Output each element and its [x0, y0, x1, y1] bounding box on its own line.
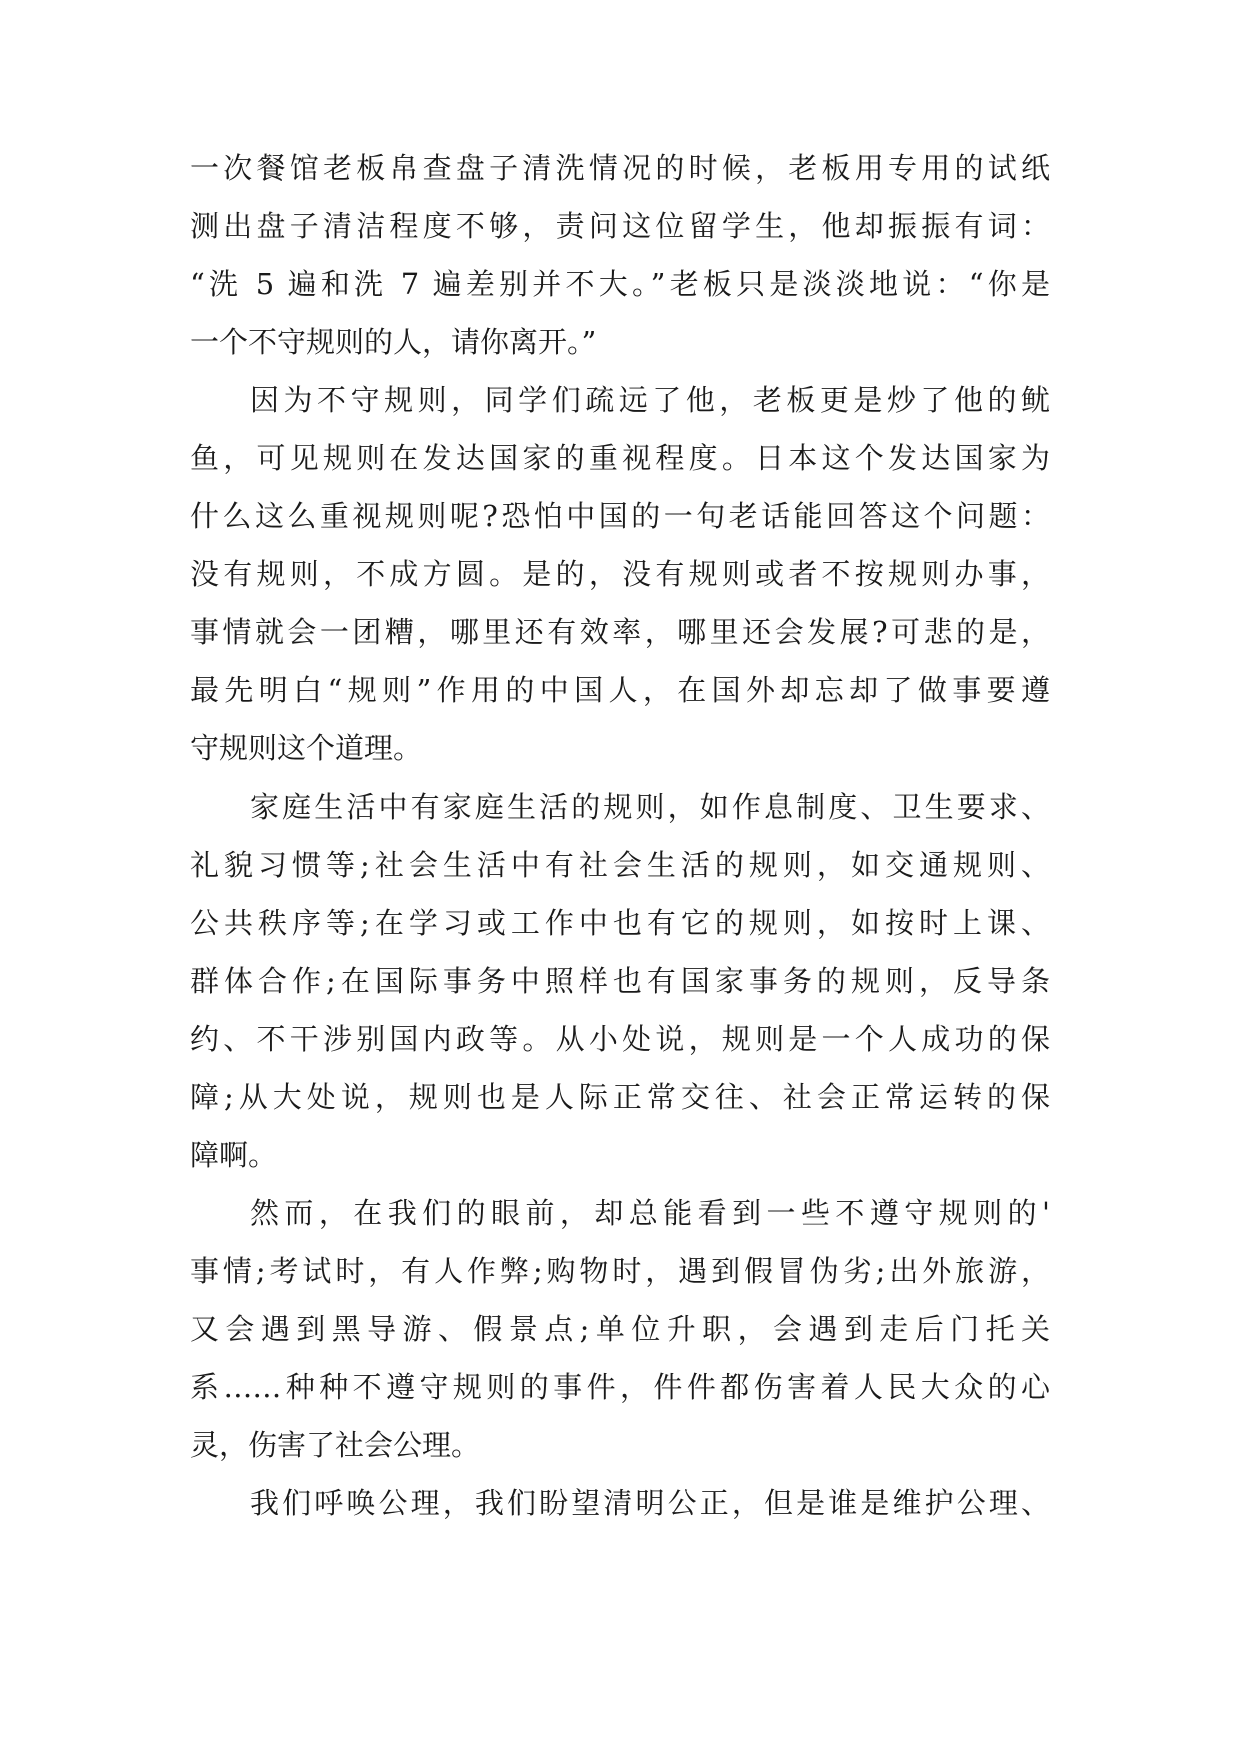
text-line: 测出盘子清洁程度不够，责问这位留学生，他却振振有词： — [190, 209, 1050, 243]
text-line: 守规则这个道理。 — [190, 731, 423, 765]
text-line: 障啊。 — [190, 1138, 278, 1172]
text-line: 因为不守规则，同学们疏远了他，老板更是炒了他的鱿 — [250, 383, 1050, 417]
text-line: 最先明白“规则”作用的中国人，在国外却忘却了做事要遵 — [190, 673, 1050, 707]
text-line: 灵，伤害了社会公理。 — [190, 1428, 481, 1462]
text-line: “洗 5 遍和洗 7 遍差别并不大。”老板只是淡淡地说：“你是 — [190, 267, 1050, 301]
text-line: 家庭生活中有家庭生活的规则，如作息制度、卫生要求、 — [250, 790, 1050, 824]
text-line: 没有规则，不成方圆。是的，没有规则或者不按规则办事， — [190, 557, 1050, 591]
text-line: 我们呼唤公理，我们盼望清明公正，但是谁是维护公理、 — [250, 1486, 1050, 1520]
text-line: 群体合作;在国际事务中照样也有国家事务的规则，反导条 — [190, 964, 1050, 998]
text-line: 公共秩序等;在学习或工作中也有它的规则，如按时上课、 — [190, 906, 1050, 940]
text-line: 又会遇到黑导游、假景点;单位升职，会遇到走后门托关 — [190, 1312, 1050, 1346]
text-line: 什么这么重视规则呢?恐怕中国的一句老话能回答这个问题： — [190, 499, 1050, 533]
text-line: 事情就会一团糟，哪里还有效率，哪里还会发展?可悲的是， — [190, 615, 1050, 649]
text-line: 障;从大处说，规则也是人际正常交往、社会正常运转的保 — [190, 1080, 1050, 1114]
text-line: 约、不干涉别国内政等。从小处说，规则是一个人成功的保 — [190, 1022, 1050, 1056]
text-line: 礼貌习惯等;社会生活中有社会生活的规则，如交通规则、 — [190, 848, 1050, 882]
text-line: 事情;考试时，有人作弊;购物时，遇到假冒伪劣;出外旅游， — [190, 1254, 1050, 1288]
text-line: 系……种种不遵守规则的事件，件件都伤害着人民大众的心 — [190, 1370, 1050, 1404]
text-line: 一个不守规则的人，请你离开。” — [190, 325, 597, 359]
text-line: 一次餐馆老板帛查盘子清洗情况的时候，老板用专用的试纸 — [190, 151, 1050, 185]
text-line: 然而，在我们的眼前，却总能看到一些不遵守规则的' — [250, 1196, 1050, 1230]
text-line: 鱼，可见规则在发达国家的重视程度。日本这个发达国家为 — [190, 441, 1050, 475]
